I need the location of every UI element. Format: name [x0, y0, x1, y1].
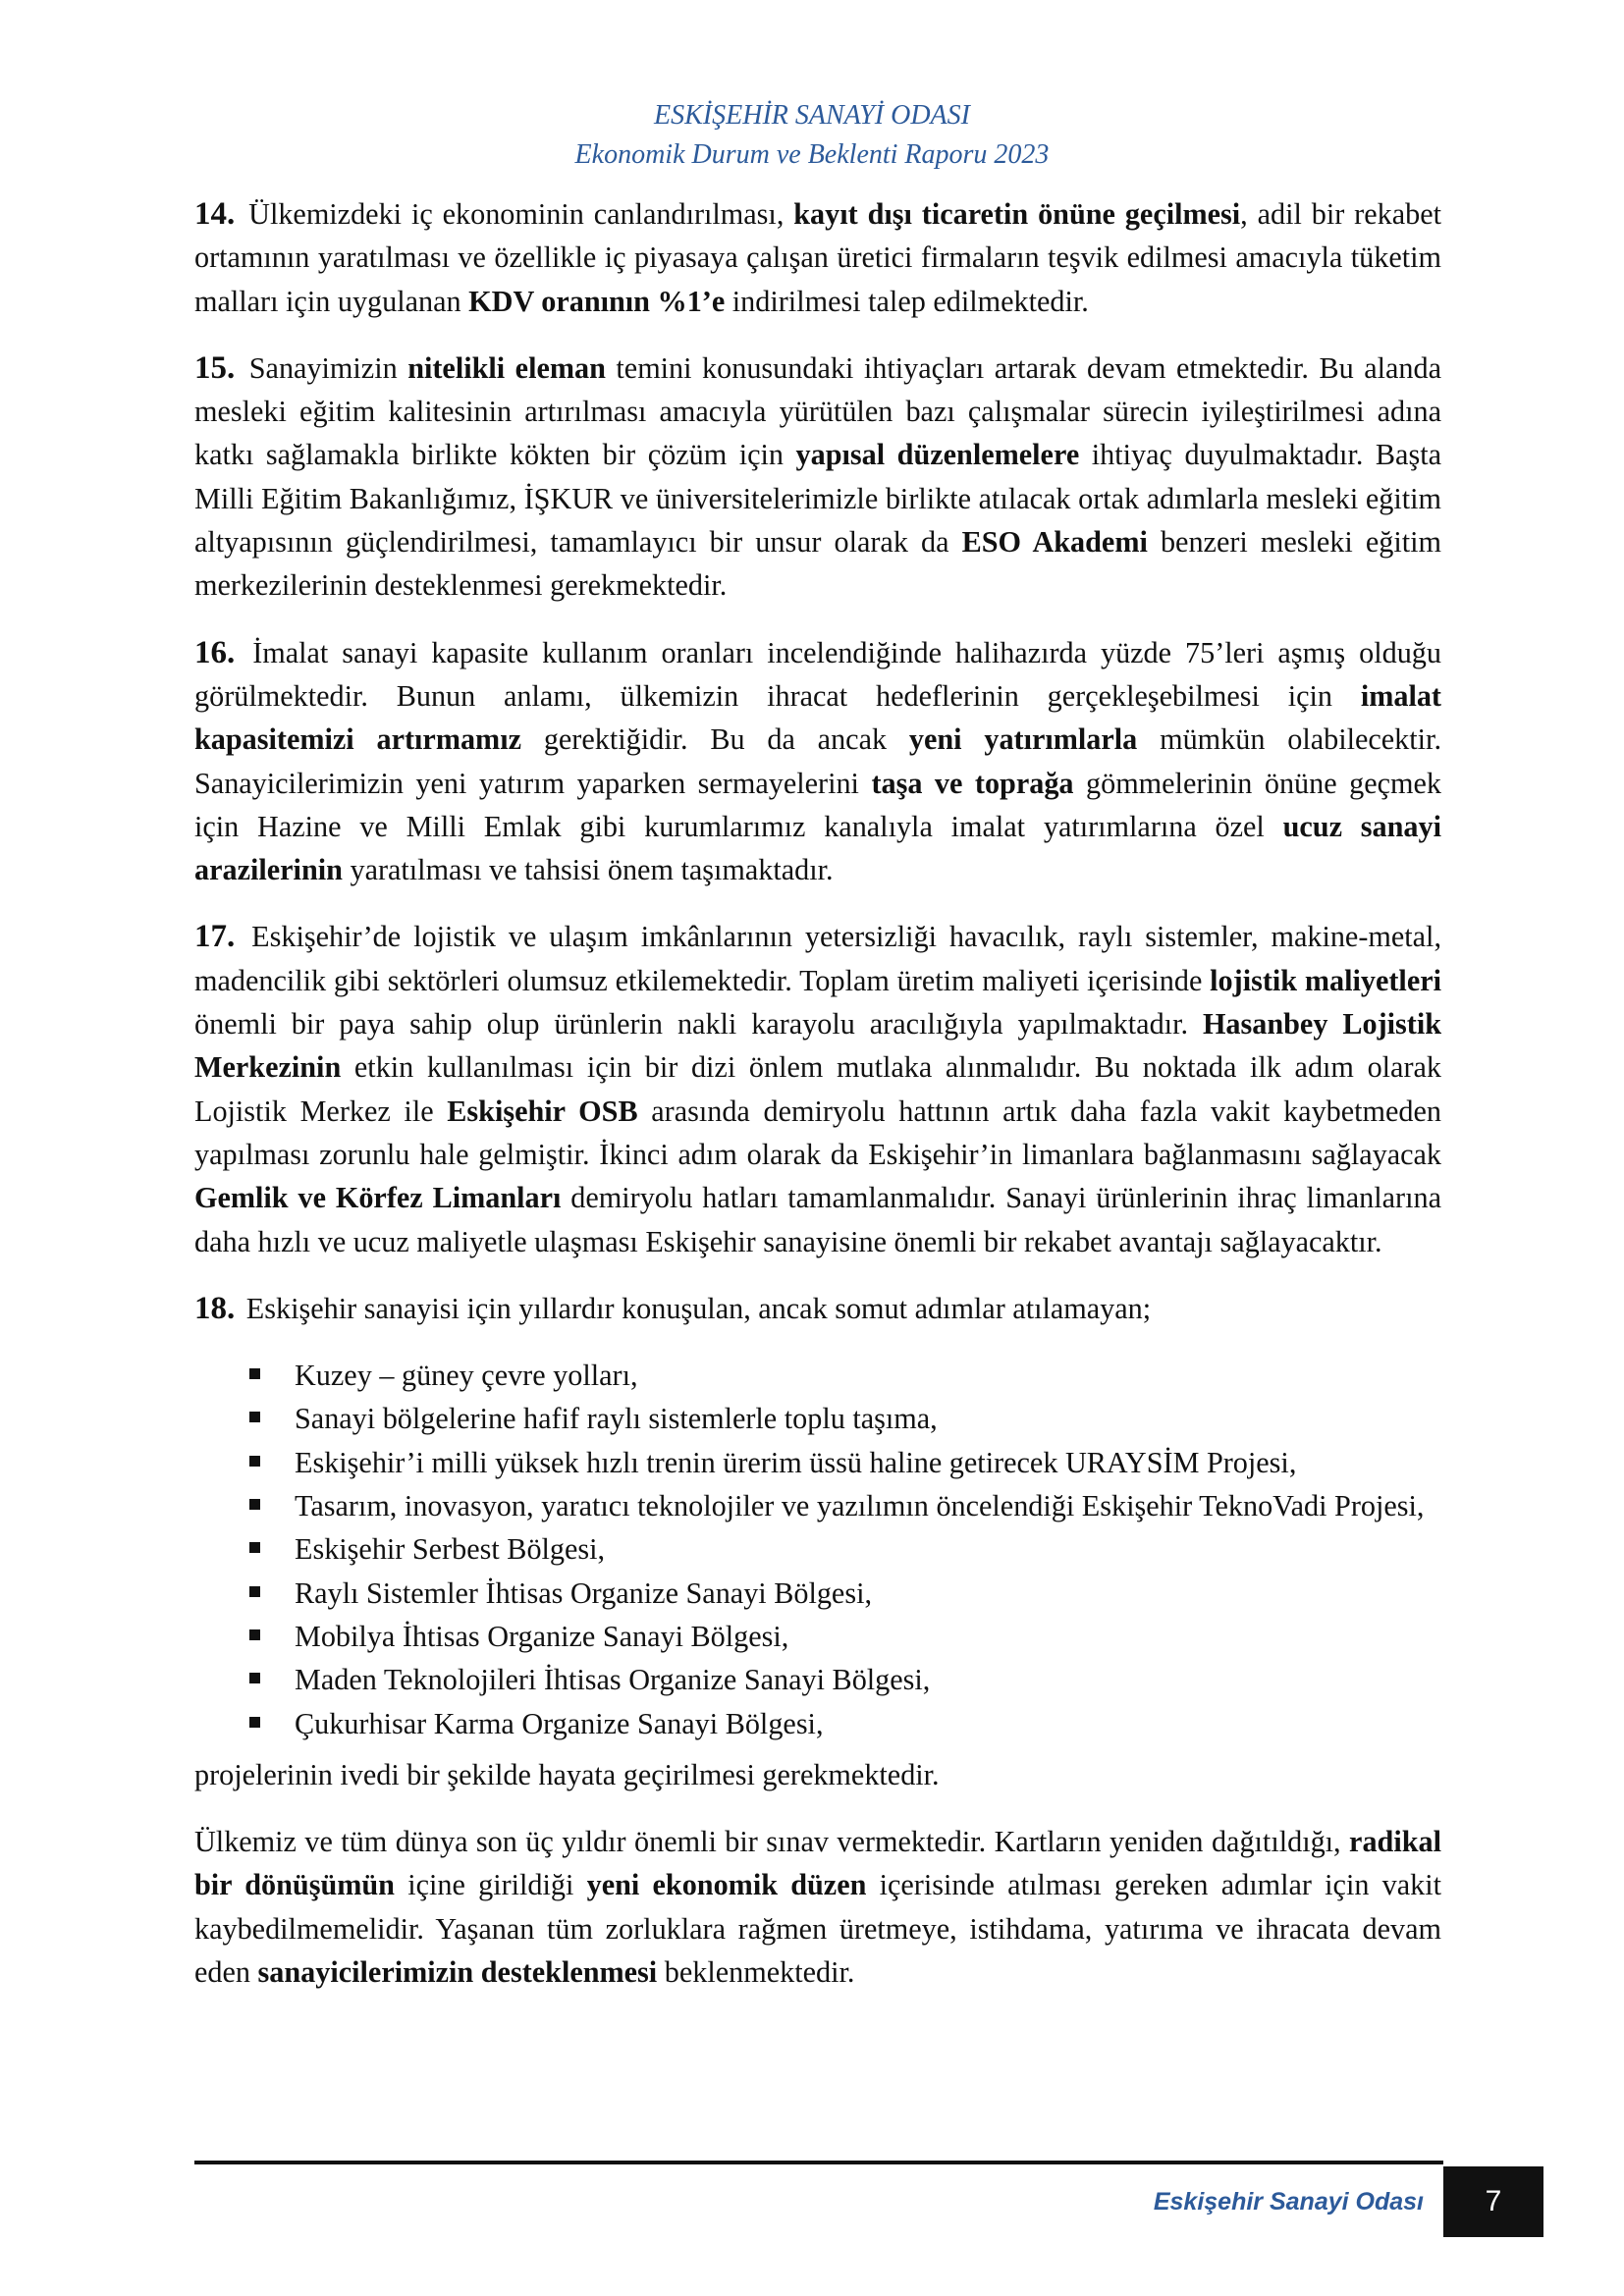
emphasis-text: nitelikli eleman	[407, 350, 606, 385]
paragraph-number: 15.	[194, 349, 236, 386]
project-list-item	[295, 1527, 1441, 1571]
body-text: Eskişehir’de lojistik ve ulaşım imkânlarının yetersizliği havacılık, raylı sistemler, makine-metal, madencilik gibi sektörleri olumsuz etkilemektedir. Toplam üretim maliyeti içerisinde	[194, 920, 1441, 997]
body-text: ihtiyaç duyulmaktadır. Başta Milli Eğitim Bakanlığımız, İŞKUR ve üniversitelerimizle birlikte atılacak ortak adımlarla mesleki eğitim altyapısının güçlendirilmesi, tamamlayıcı bir unsur olarak da	[194, 438, 1441, 560]
emphasis-text: imalat kapasitemizi artırmamız	[194, 678, 1441, 757]
project-name: Eskişehir Serbest Bölgesi,	[295, 1532, 606, 1567]
project-name: Mobilya İhtisas Organize Sanayi Bölgesi,	[295, 1619, 789, 1653]
emphasis-text: Gemlik ve Körfez Limanları	[194, 1181, 562, 1215]
square-bullet-icon	[249, 1673, 260, 1683]
square-bullet-icon	[249, 1456, 260, 1467]
footer-divider	[194, 2161, 1443, 2164]
numbered-paragraph	[194, 347, 1441, 608]
project-list-item	[295, 1441, 1441, 1484]
body-text: demiryolu hatları tamamlanmalıdır. Sanayi ürünlerinin ihraç limanlarına daha hızlı ve ucuz maliyetle ulaşması Eskişehir sanayisine önemli bir rekabet avantajı sağlayacaktır.	[194, 1181, 1441, 1258]
project-list-item	[295, 1484, 1441, 1527]
numbered-paragraph	[194, 915, 1441, 1262]
body-text: Ülkemizdeki iç ekonominin canlandırılması,	[239, 197, 794, 231]
square-bullet-icon	[249, 1586, 260, 1597]
emphasis-text: sanayicilerimizin desteklenmesi	[257, 1954, 658, 1989]
emphasis-text: taşa ve toprağa	[871, 766, 1074, 800]
numbered-paragraph	[194, 631, 1441, 892]
projects-closing-sentence: projelerinin ivedi bir şekilde hayata geçirilmesi gerekmektedir.	[194, 1757, 940, 1791]
page-number-box	[1443, 2166, 1543, 2237]
paragraph-number: 18.	[194, 1290, 236, 1326]
body-text: Ülkemiz ve tüm dünya son üç yıldır önemli bir sınav vermektedir. Kartların yeniden dağıtıldığı,	[194, 1825, 1350, 1859]
body-text: indirilmesi talep edilmektedir.	[725, 284, 1089, 318]
body-text: Sanayimizin	[239, 350, 408, 385]
emphasis-text: ESO Akademi	[961, 525, 1148, 560]
body-text: önemli bir paya sahip olup ürünlerin nakli karayolu aracılığıyla yapılmaktadır.	[194, 1007, 1203, 1041]
project-list-item	[295, 1702, 1441, 1745]
project-list-item	[295, 1397, 1441, 1440]
body-text: etkin kullanılması için bir dizi önlem mutlaka alınmalıdır. Bu noktada ilk adım olarak Lojistik Merkez ile	[194, 1050, 1441, 1128]
body-text: içerisinde atılması gereken adımlar için vakit kaybedilmemelidir. Yaşanan tüm zorluklara rağmen üretmeye, istihdama, yatırıma ve ihracata devam eden	[194, 1868, 1442, 1989]
header-title: ESKİŞEHİR SANAYİ ODASI	[654, 100, 970, 131]
project-list	[194, 1354, 1441, 1745]
body-text: gömmelerinin önüne geçmek için Hazine ve Milli Emlak gibi kurumlarımız kanalıyla imalat yatırımlarına özel	[194, 766, 1441, 843]
conclusion-paragraph	[194, 1820, 1441, 1994]
emphasis-text: yapısal düzenlemelere	[795, 438, 1080, 472]
body-text: Eskişehir sanayisi için yıllardır konuşulan, ancak somut adımlar atılamayan;	[239, 1291, 1152, 1325]
project-name: Tasarım, inovasyon, yaratıcı teknolojiler ve yazılımın öncelendiği Eskişehir TeknoVadi Projesi,	[295, 1489, 1425, 1523]
square-bullet-icon	[249, 1629, 260, 1640]
paragraph-number: 17.	[194, 919, 236, 955]
emphasis-text: ucuz sanayi arazilerinin	[194, 809, 1441, 887]
emphasis-text: KDV oranının %1’e	[468, 284, 726, 318]
body-text: İmalat sanayi kapasite kullanım oranları incelendiğinde halihazırda yüzde 75’leri aşmış olduğu görülmektedir. Bunun anlamı, ülkemizin ihracat hedeflerinin gerçekleşebilmesi için	[194, 635, 1441, 713]
square-bullet-icon	[249, 1717, 260, 1728]
square-bullet-icon	[249, 1542, 260, 1553]
emphasis-text: yeni yatırımlarla	[908, 722, 1138, 757]
numbered-paragraph	[194, 192, 1441, 323]
square-bullet-icon	[249, 1368, 260, 1379]
report-body	[194, 192, 1441, 2017]
numbered-paragraphs	[194, 192, 1441, 1330]
emphasis-text: radikal bir dönüşümün	[194, 1825, 1441, 1902]
emphasis-text: yeni ekonomik düzen	[586, 1868, 867, 1902]
project-name: Maden Teknolojileri İhtisas Organize Sanayi Bölgesi,	[295, 1663, 931, 1697]
emphasis-text: Hasanbey Lojistik Merkezinin	[194, 1007, 1441, 1085]
square-bullet-icon	[249, 1412, 260, 1422]
emphasis-text: Eskişehir OSB	[447, 1094, 638, 1128]
body-text: beklenmektedir.	[657, 1954, 855, 1989]
paragraph-number: 14.	[194, 196, 236, 232]
header-subtitle: Ekonomik Durum ve Beklenti Raporu 2023	[574, 139, 1050, 170]
project-list-item	[295, 1658, 1441, 1701]
square-bullet-icon	[249, 1499, 260, 1510]
numbered-paragraph	[194, 1287, 1441, 1330]
body-text: temini konusundaki ihtiyaçları artarak devam etmektedir. Bu alanda mesleki eğitim kalitesinin artırılması amacıyla yürütülen bazı çalışmalar sürecin iyileştirilmesi adına katkı sağlamakla birlikte kökten bir çözüm için	[194, 350, 1441, 472]
body-text: mümkün olabilecektir. Sanayicilerimizin yeni yatırım yaparken sermayelerini	[194, 722, 1441, 800]
project-name: Çukurhisar Karma Organize Sanayi Bölgesi,	[295, 1706, 824, 1740]
project-name: Kuzey – güney çevre yolları,	[295, 1359, 638, 1393]
project-list-item	[295, 1354, 1441, 1397]
project-name: Eskişehir’i milli yüksek hızlı trenin ürerim üssü haline getirecek URAYSİM Projesi,	[295, 1445, 1297, 1479]
body-text: benzeri mesleki eğitim merkezilerinin desteklenmesi gerekmektedir.	[194, 525, 1442, 603]
project-list-item	[295, 1615, 1441, 1658]
body-text: , adil bir rekabet ortamının yaratılması ve özellikle iç piyasaya çalışan üretici firmaların teşvik edilmesi amacıyla tüketim malları için uygulanan	[194, 197, 1442, 318]
page-number: 7	[1485, 2185, 1502, 2217]
project-list-item	[295, 1572, 1441, 1615]
emphasis-text: kayıt dışı ticaretin önüne geçilmesi	[793, 197, 1241, 231]
body-text: arasında demiryolu hattının artık daha fazla vakit kaybetmeden yapılması zorunlu hale gelmiştir. İkinci adım olarak da Eskişehir’in limanlara bağlanmasını sağlayacak	[194, 1094, 1442, 1171]
emphasis-text: lojistik maliyetleri	[1210, 963, 1442, 997]
body-text: yaratılması ve tahsisi önem taşımaktadır.	[342, 853, 834, 887]
project-name: Raylı Sistemler İhtisas Organize Sanayi Bölgesi,	[295, 1575, 873, 1610]
body-text: gerektiğidir. Bu da ancak	[521, 722, 909, 757]
paragraph-number: 16.	[194, 634, 236, 670]
project-name: Sanayi bölgelerine hafif raylı sistemlerle toplu taşıma,	[295, 1402, 938, 1436]
page-header	[0, 96, 1624, 175]
body-text: içine girildiği	[394, 1868, 587, 1902]
footer-organization: Eskişehir Sanayi Odası	[1153, 2188, 1424, 2216]
